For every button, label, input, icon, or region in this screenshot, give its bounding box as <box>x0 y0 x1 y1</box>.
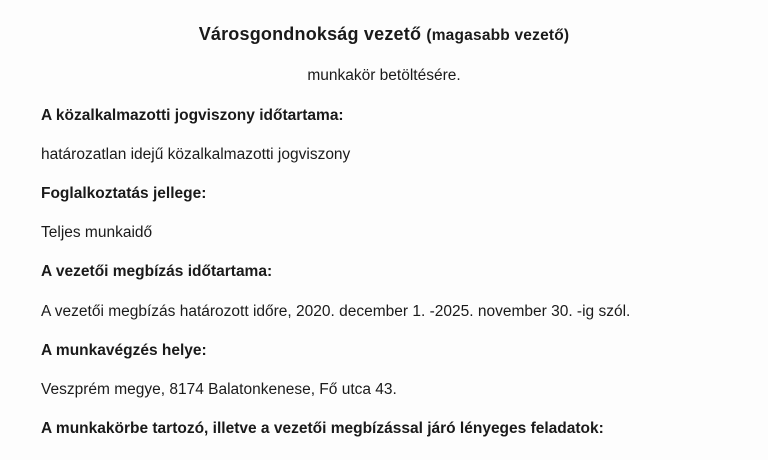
section-heading-duties: A munkakörbe tartozó, illetve a vezetői megbízással járó lényeges feladatok: <box>41 420 604 437</box>
section-text-mandate-duration: A vezetői megbízás határozott időre, 2020. december 1. -2025. november 30. -ig szól. <box>41 303 631 320</box>
section-text-workplace: Veszprém megye, 8174 Balatonkenese, Fő utca 43. <box>41 381 397 398</box>
title-paren: (magasabb vezető) <box>426 27 570 44</box>
section-heading-employment-type: Foglalkoztatás jellege: <box>41 185 207 202</box>
document-subtitle: munkakör betöltésére. <box>307 67 461 84</box>
document-title <box>0 24 768 46</box>
section-heading-duration: A közalkalmazotti jogviszony időtartama: <box>41 107 344 124</box>
title-main: Városgondnokság vezető <box>198 24 422 44</box>
section-text-duration: határozatlan idejű közalkalmazotti jogviszony <box>41 146 351 163</box>
section-heading-workplace: A munkavégzés helye: <box>41 342 207 359</box>
section-heading-mandate-duration: A vezetői megbízás időtartama: <box>41 263 273 280</box>
section-text-employment-type: Teljes munkaidő <box>41 224 153 241</box>
